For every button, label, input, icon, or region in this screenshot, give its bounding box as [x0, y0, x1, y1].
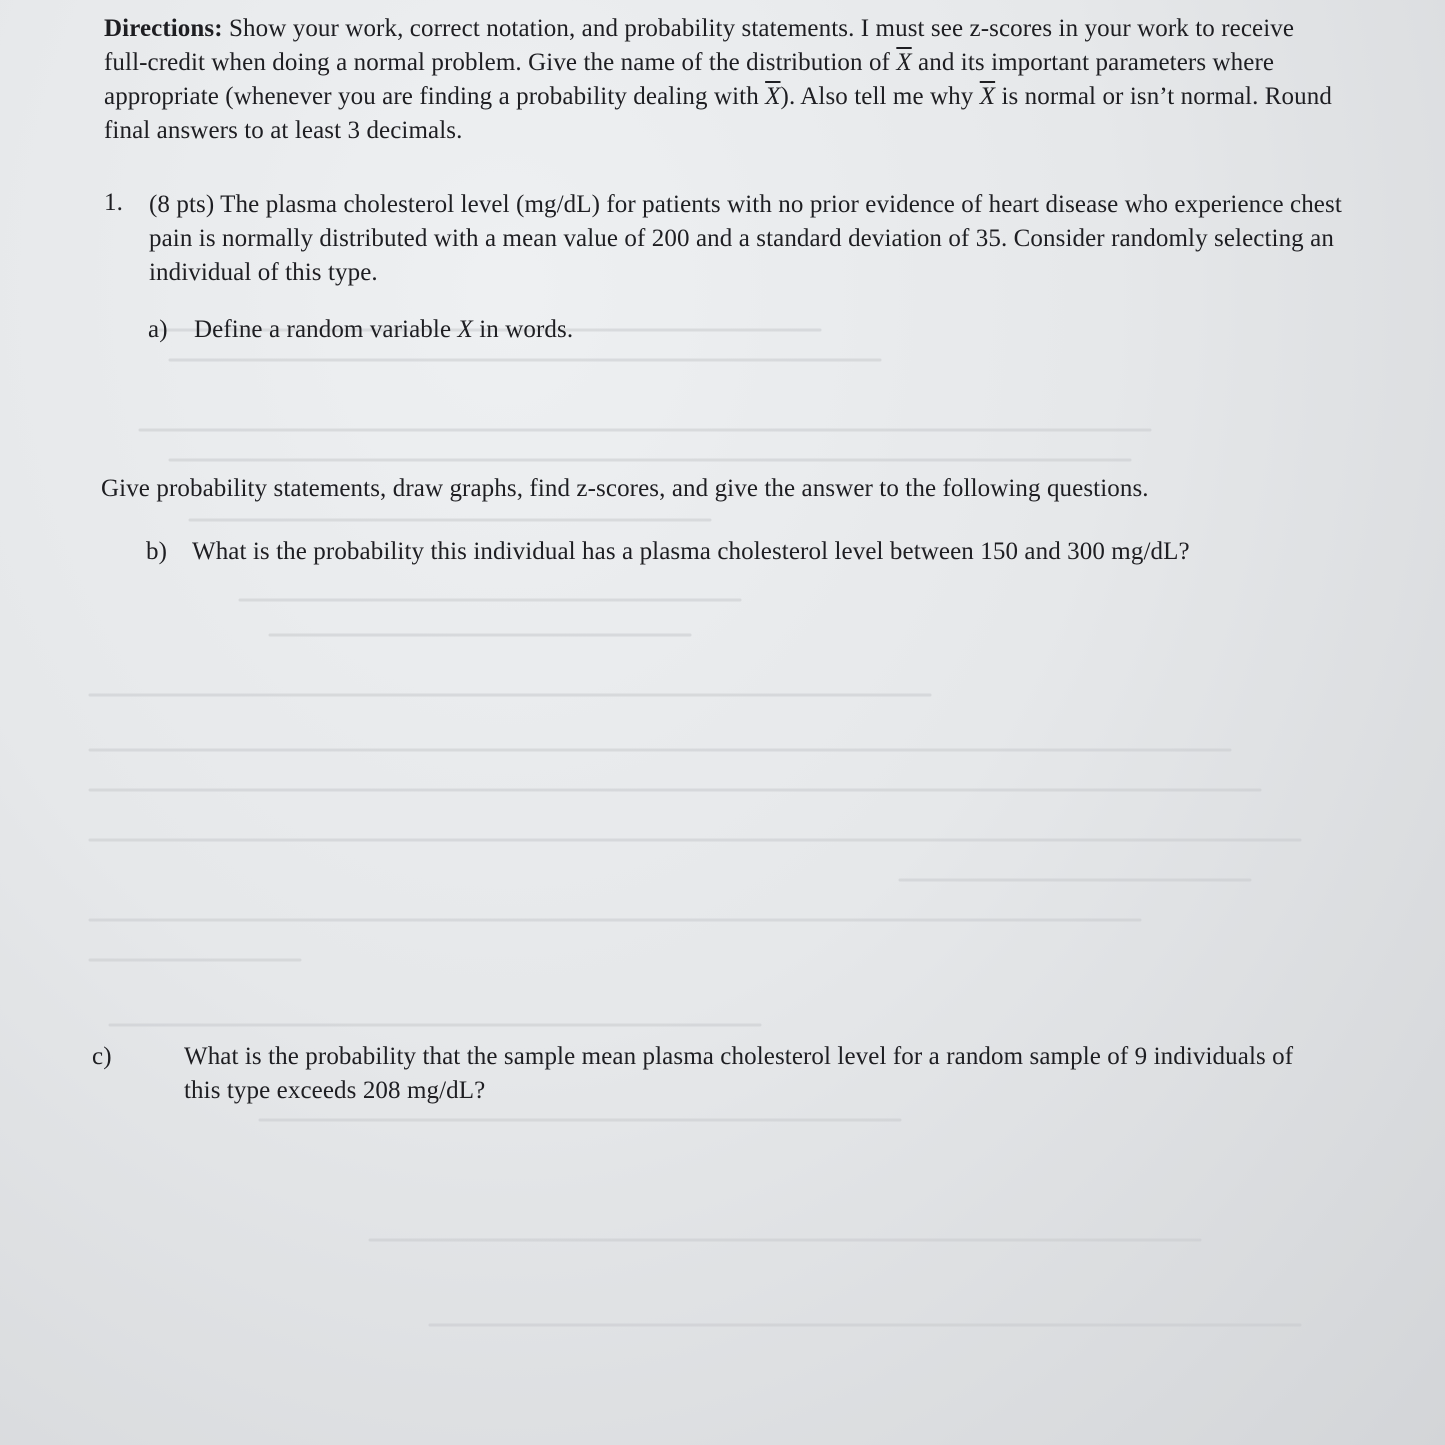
part-a-text-1: Define a random variable — [194, 316, 458, 343]
x-bar-symbol: $\overline{X}$ — [765, 83, 781, 110]
directions-text-4: is normal or isn’t normal. Round final answers to at least 3 decimals. — [104, 83, 1332, 144]
question-1-text: (8 pts) The plasma cholesterol level (mg/dL) for patients with no prior evidence of heart disease who experience chest pain is normally distributed with a mean value of 200 and a standard deviation of 35. Consider randomly selecting an individual of this type. — [149, 191, 1342, 286]
directions-text-1: Show your work, correct notation, and probability statements. I must see z-scores in your work to receive full-credit when doing a normal problem. Give the name of the distribution of — [104, 15, 1295, 76]
directions-label: Directions: — [104, 15, 223, 42]
part-c — [92, 1040, 1304, 1108]
part-a-label: a) — [148, 316, 168, 343]
random-variable-symbol: X — [457, 316, 473, 343]
part-a — [148, 313, 848, 347]
part-b — [146, 535, 1346, 569]
x-bar-symbol: $\overline{X}$ — [896, 49, 912, 76]
part-b-label: b) — [146, 538, 168, 565]
question-1-number: 1. — [104, 189, 123, 216]
part-a-text-2: in words. — [472, 316, 574, 343]
x-bar-symbol: $\overline{X}$ — [979, 83, 996, 110]
directions-text-2: and its important parameters where appropriate (whenever you are finding a probability dealing with — [104, 49, 1275, 110]
part-c-label: c) — [92, 1043, 112, 1070]
part-b-text: What is the probability this individual has a plasma cholesterol level between 150 and 300 mg/dL? — [192, 538, 1190, 565]
directions-paragraph — [104, 12, 1336, 148]
directions-text-3: ). Also tell me why — [780, 83, 980, 110]
part-c-text: What is the probability that the sample mean plasma cholesterol level for a random sample of 9 individuals of this type exceeds 208 mg/dL? — [184, 1043, 1294, 1104]
instructions-line: Give probability statements, draw graphs, find z-scores, and give the answer to the following questions. — [101, 475, 1149, 502]
